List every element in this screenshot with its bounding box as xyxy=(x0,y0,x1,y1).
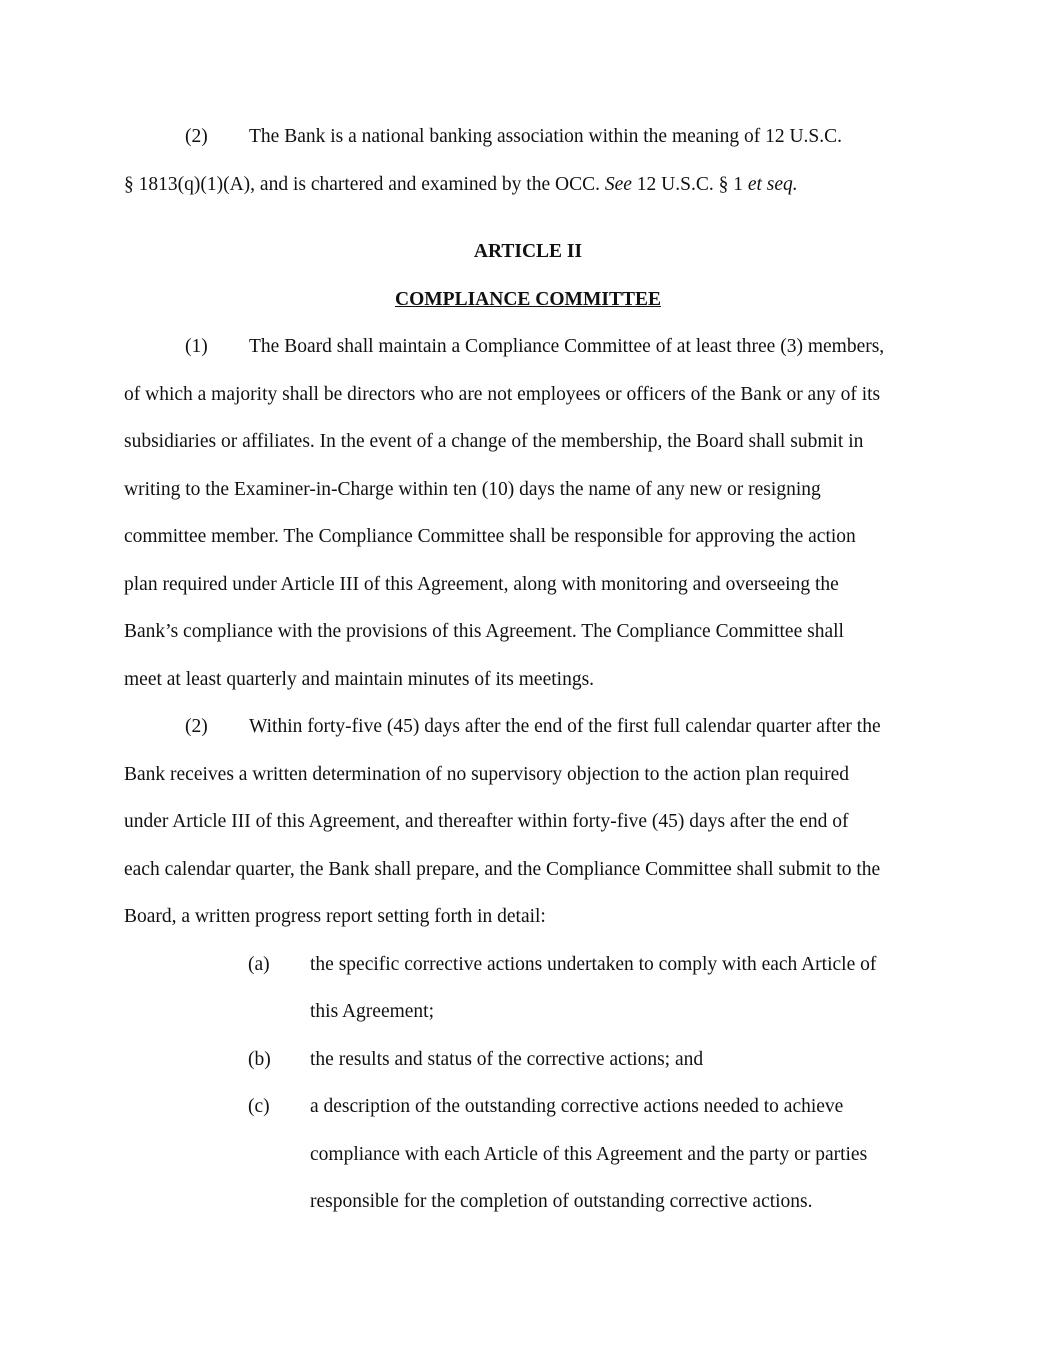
intro-text-2b: 12 U.S.C. § 1 xyxy=(631,173,748,195)
para2-line-4: each calendar quarter, the Bank shall prepare, and the Compliance Committee shall submit to the xyxy=(124,858,881,880)
subitem-a-text-1: the specific corrective actions undertaken to comply with each Article of xyxy=(310,953,877,975)
subitem-b-text-1: the results and status of the corrective actions; and xyxy=(310,1048,704,1070)
para1-line-6: plan required under Article III of this Agreement, along with monitoring and overseeing the xyxy=(124,573,839,595)
para2-text-1: Within forty-five (45) days after the end of the first full calendar quarter after the xyxy=(249,716,881,737)
para1-line-3: subsidiaries or affiliates. In the event of a change of the membership, the Board shall submit in xyxy=(124,431,864,452)
intro-etseq-italic: et seq. xyxy=(747,173,798,195)
para1-line-2: of which a majority shall be directors who are not employees or officers of the Bank or any of its xyxy=(124,383,881,405)
para2-number: (2) xyxy=(185,716,208,737)
intro-see-italic: See xyxy=(604,173,632,195)
intro-line-1 xyxy=(124,113,932,161)
section-gap xyxy=(124,208,932,228)
subitem-b-label: (b) xyxy=(248,1048,271,1070)
para1-line-7: Bank’s compliance with the provisions of this Agreement. The Compliance Committee shall xyxy=(124,621,844,642)
para1-line-8: meet at least quarterly and maintain minutes of its meetings. xyxy=(124,668,595,690)
article-title: ARTICLE II xyxy=(473,241,583,262)
para1-number: (1) xyxy=(185,336,208,357)
subitem-c-label: (c) xyxy=(248,1096,270,1117)
subitem-a-line-2 xyxy=(124,988,932,1036)
intro-text-1: The Bank is a national banking association within the meaning of 12 U.S.C. xyxy=(249,126,843,147)
para1-text-1: The Board shall maintain a Compliance Committee of at least three (3) members, xyxy=(249,336,885,357)
para1-line-5: committee member. The Compliance Committee shall be responsible for approving the action xyxy=(124,526,856,547)
subitem-c-text-2: compliance with each Article of this Agreement and the party or parties xyxy=(310,1143,868,1165)
para2-line-1 xyxy=(124,703,932,751)
para2-line-3: under Article III of this Agreement, and thereafter within forty-five (45) days after the end of xyxy=(124,811,849,832)
para2-line-5: Board, a written progress report setting forth in detail: xyxy=(124,906,546,927)
subitem-c-line-3 xyxy=(124,1178,932,1226)
subitem-c-text-3: responsible for the completion of outstanding corrective actions. xyxy=(310,1191,813,1212)
para1-line-1 xyxy=(124,323,932,371)
para2-line-2: Bank receives a written determination of no supervisory objection to the action plan required xyxy=(124,763,850,785)
subitem-c-text-1: a description of the outstanding corrective actions needed to achieve xyxy=(310,1096,844,1117)
intro-line-2 xyxy=(124,161,932,209)
subitem-b-line-1 xyxy=(124,1036,932,1084)
intro-text-2a: § 1813(q)(1)(A), and is chartered and examined by the OCC. xyxy=(124,173,605,195)
subitem-a-text-2: this Agreement; xyxy=(310,1001,435,1022)
intro-number: (2) xyxy=(185,126,208,147)
para1-line-4: writing to the Examiner-in-Charge within ten (10) days the name of any new or resigning xyxy=(124,478,821,500)
article-subtitle xyxy=(124,276,932,324)
subitem-a-label: (a) xyxy=(248,953,270,975)
subitem-a-line-1 xyxy=(124,941,932,989)
document-page xyxy=(124,113,932,1226)
article-subtitle-text: COMPLIANCE COMMITTEE xyxy=(395,288,661,310)
subitem-c-line-1 xyxy=(124,1083,932,1131)
subitem-c-line-2 xyxy=(124,1131,932,1179)
